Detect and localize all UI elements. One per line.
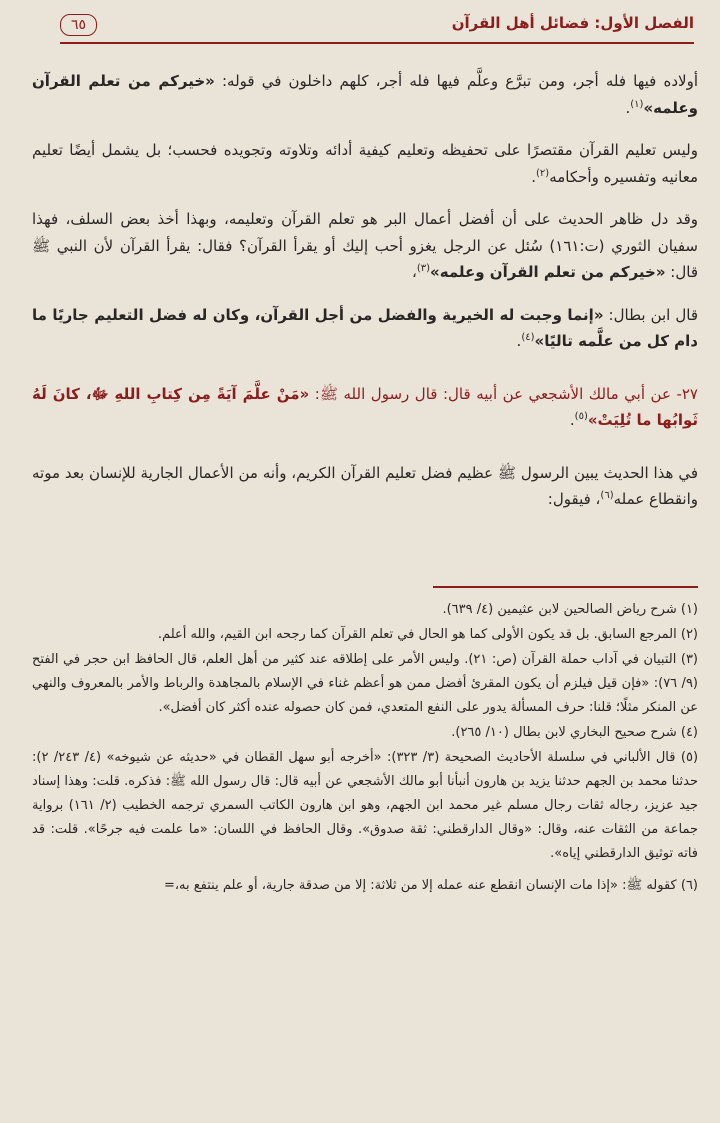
- footnote-1: (١) شرح رياض الصالحين لابن عثيمين (٤/ ٦٣٩).: [442, 602, 698, 617]
- footnotes: [32, 598, 698, 899]
- footnote-ref: (٢): [536, 167, 550, 179]
- running-title: الفصل الأول: فضائل أهل القرآن: [451, 14, 694, 32]
- paragraph-end: .: [516, 332, 522, 350]
- footnote-5: (٥) قال الألباني في سلسلة الأحاديث الصحيحة (٣/ ٣٢٣): «أخرجه أبو سهل القطان في «حديثه عن شيوخه» (٤/ ٢٤٣/ ٢): حدثنا محمد بن الجهم حدثنا يزيد بن هارون أنبأنا أبو مالك الأشجعي عن أبيه قال: قال رسول الله ﷺ: فذكره. قلت: وهذا إسناد جيد عزيز، رجاله ثقات رجال مسلم غير محمد ابن الجهم، وهو ابن هارون الكاتب السمري ترجمه الخطيب (٢/ ١٦١) برواية جماعة من الثقات عنه، وقال: «وقال الدارقطني: ثقة صدوق». وقال الحافظ في اللسان: «ما علمت فيه جرحًا». قلت: قد فاته توثيق الدارقطني إياه».: [32, 750, 699, 861]
- hadith-quote: «مَنْ علَّمَ آيَةً مِن كِتابِ اللهِ ﷻ، كانَ لَهُ ثَوابُها ما تُلِيَتْ»: [32, 384, 698, 429]
- footnote-ref: (٦): [600, 490, 614, 501]
- footnote-ref: (٥): [574, 411, 588, 422]
- paragraph-text: أولاده فيها فله أجر، ومن تبرَّع وعلَّم فيها فله أجر، كلهم داخلون في قوله:: [214, 72, 698, 90]
- footnote-6: (٦) كقوله ﷺ: «إذا مات الإنسان انقطع عنه عمله إلا من ثلاثة: إلا من صدقة جارية، أو علم ينتفع به،=: [163, 878, 698, 893]
- footnote-3: (٣) التبيان في آداب حملة القرآن (ص: ٢١). وليس الأمر على إطلاقه عند كثير من أهل العلم، قال الحافظ ابن حجر في الفتح (٩/ ٧٦): «فإن قيل فيلزم أن يكون المقرئ أفضل ممن هو أعظم غناء في الإسلام بالمجاهدة والرباط والأمر بالمعروف والنهي عن المنكر مثلًا؛ قلنا: حرف المسألة يدور على النفع المتعدي، فمن كان حصوله عنده أكثر كان أفضل».: [32, 652, 698, 715]
- paragraph-text: قال ابن بطال:: [603, 305, 698, 324]
- footnote-ref: (٤): [521, 332, 535, 343]
- ibn-battal-quote: «إنما وجبت له الخيرية والفضل من أجل القرآن، وكان له فضل التعليم جاريًا ما دام كل من علَّمه تاليًا»: [32, 305, 698, 350]
- paragraph-1: [32, 68, 698, 121]
- hadith-text: عن أبي مالك الأشجعي عن أبيه قال: قال رسول الله ﷺ:: [309, 384, 671, 403]
- paragraph-3: [32, 206, 698, 286]
- paragraph-text: في هذا الحديث يبين الرسول ﷺ عظيم فضل تعليم القرآن الكريم، وأنه من الأعمال الجارية للإنسان بعد موته وانقطاع عمله: [32, 463, 698, 508]
- footnote-ref: (٣): [416, 263, 431, 274]
- paragraph-4: [32, 302, 698, 355]
- hadith-quote: «خيركم من تعلم القرآن وعلمه»: [32, 72, 698, 117]
- page-number: ٦٥: [60, 14, 97, 36]
- footnote-4: (٤) شرح صحيح البخاري لابن بطال (١٠/ ٢٦٥).: [451, 725, 698, 740]
- paragraph-5: [32, 460, 698, 513]
- footnote-separator: [433, 586, 698, 588]
- paragraph-end: ، فيقول:: [547, 490, 601, 508]
- paragraph-text: وليس تعليم القرآن مقتصرًا على تحفيظه وتعليم كيفية أدائه وتلاوته وتجويده فحسب؛ بل يشمل أيضًا تعليم معانيه وتفسيره وأحكامه: [32, 141, 698, 186]
- hadith-quote: «خيركم من تعلم القرآن وعلمه»: [430, 263, 666, 281]
- paragraph-end: .: [531, 167, 537, 186]
- paragraph-end: ،: [412, 263, 417, 281]
- paragraph-2: [32, 137, 698, 190]
- footnote-2: (٢) المرجع السابق. بل قد يكون الأولى كما هو الحال في تعلم القرآن كما رجحه ابن القيم، والله أعلم.: [157, 627, 698, 642]
- paragraph-end: .: [569, 411, 575, 429]
- footnote-ref: (١): [630, 98, 644, 110]
- page-header: [60, 14, 694, 44]
- hadith-27: [32, 381, 698, 434]
- main-text: [32, 68, 698, 529]
- paragraph-end: .: [625, 98, 631, 117]
- paragraph-text: وقد دل ظاهر الحديث على أن أفضل أعمال البر هو تعلم القرآن وتعليمه، وبهذا أخذ بعض السلف، فهذا سفيان الثوري (ت:١٦١) سُئل عن الرجل يغزو أحب إليك أو يقرأ القرآن؟ فقال: يقرأ القرآن لأن النبي ﷺ قال:: [32, 210, 698, 281]
- hadith-number: ٢٧-: [670, 384, 698, 403]
